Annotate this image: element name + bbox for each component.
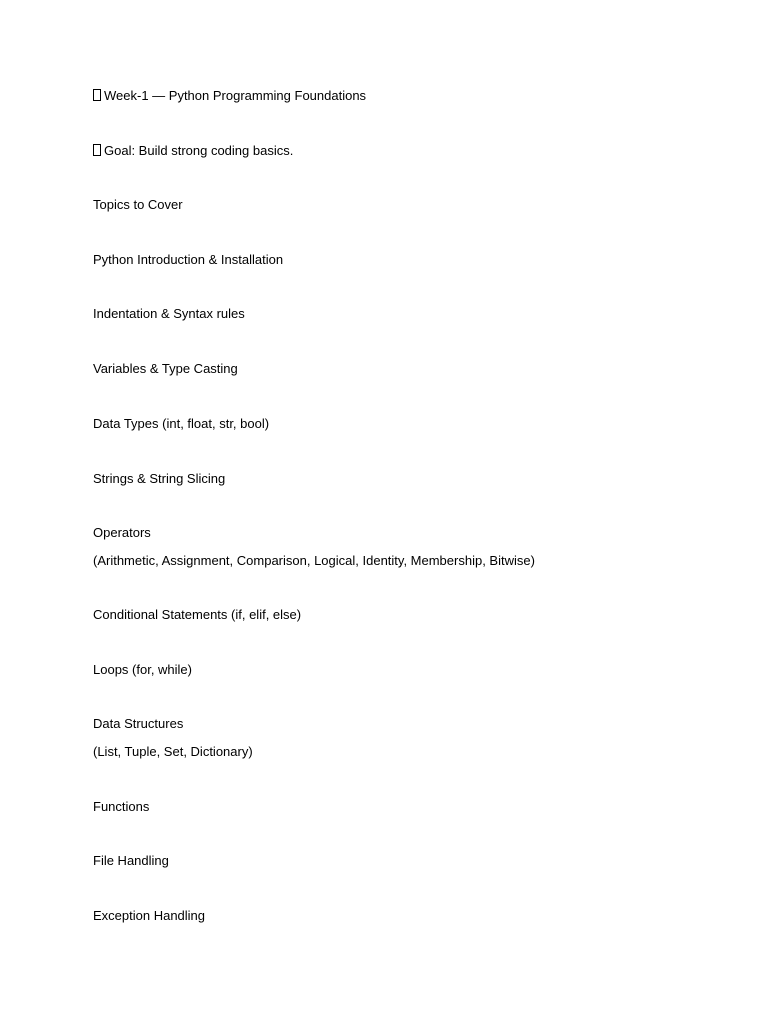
topic-item: Indentation & Syntax rules <box>93 306 245 321</box>
topic-item: Data Types (int, float, str, bool) <box>93 416 270 431</box>
missing-glyph-icon <box>93 144 101 156</box>
topic-item: Exception Handling <box>93 908 206 923</box>
goal-text: Goal: Build strong coding basics. <box>104 143 294 158</box>
week-heading <box>93 88 366 104</box>
topic-item: Functions <box>93 799 150 814</box>
topics-label: Topics to Cover <box>93 197 183 212</box>
topic-item: Variables & Type Casting <box>93 361 238 376</box>
missing-glyph-icon <box>93 89 101 101</box>
topic-item: Loops (for, while) <box>93 662 192 677</box>
topic-item: Operators <box>93 525 151 540</box>
goal-line <box>93 143 293 159</box>
topic-item: Data Structures <box>93 716 184 731</box>
topic-item: Strings & String Slicing <box>93 471 226 486</box>
topic-item-detail: (Arithmetic, Assignment, Comparison, Logical, Identity, Membership, Bitwise) <box>93 553 535 568</box>
topic-item: Conditional Statements (if, elif, else) <box>93 607 302 622</box>
topic-item: Python Introduction & Installation <box>93 252 284 267</box>
topic-item-detail: (List, Tuple, Set, Dictionary) <box>93 744 253 759</box>
week-heading-text: Week-1 — Python Programming Foundations <box>104 88 367 103</box>
topic-item: File Handling <box>93 853 169 868</box>
